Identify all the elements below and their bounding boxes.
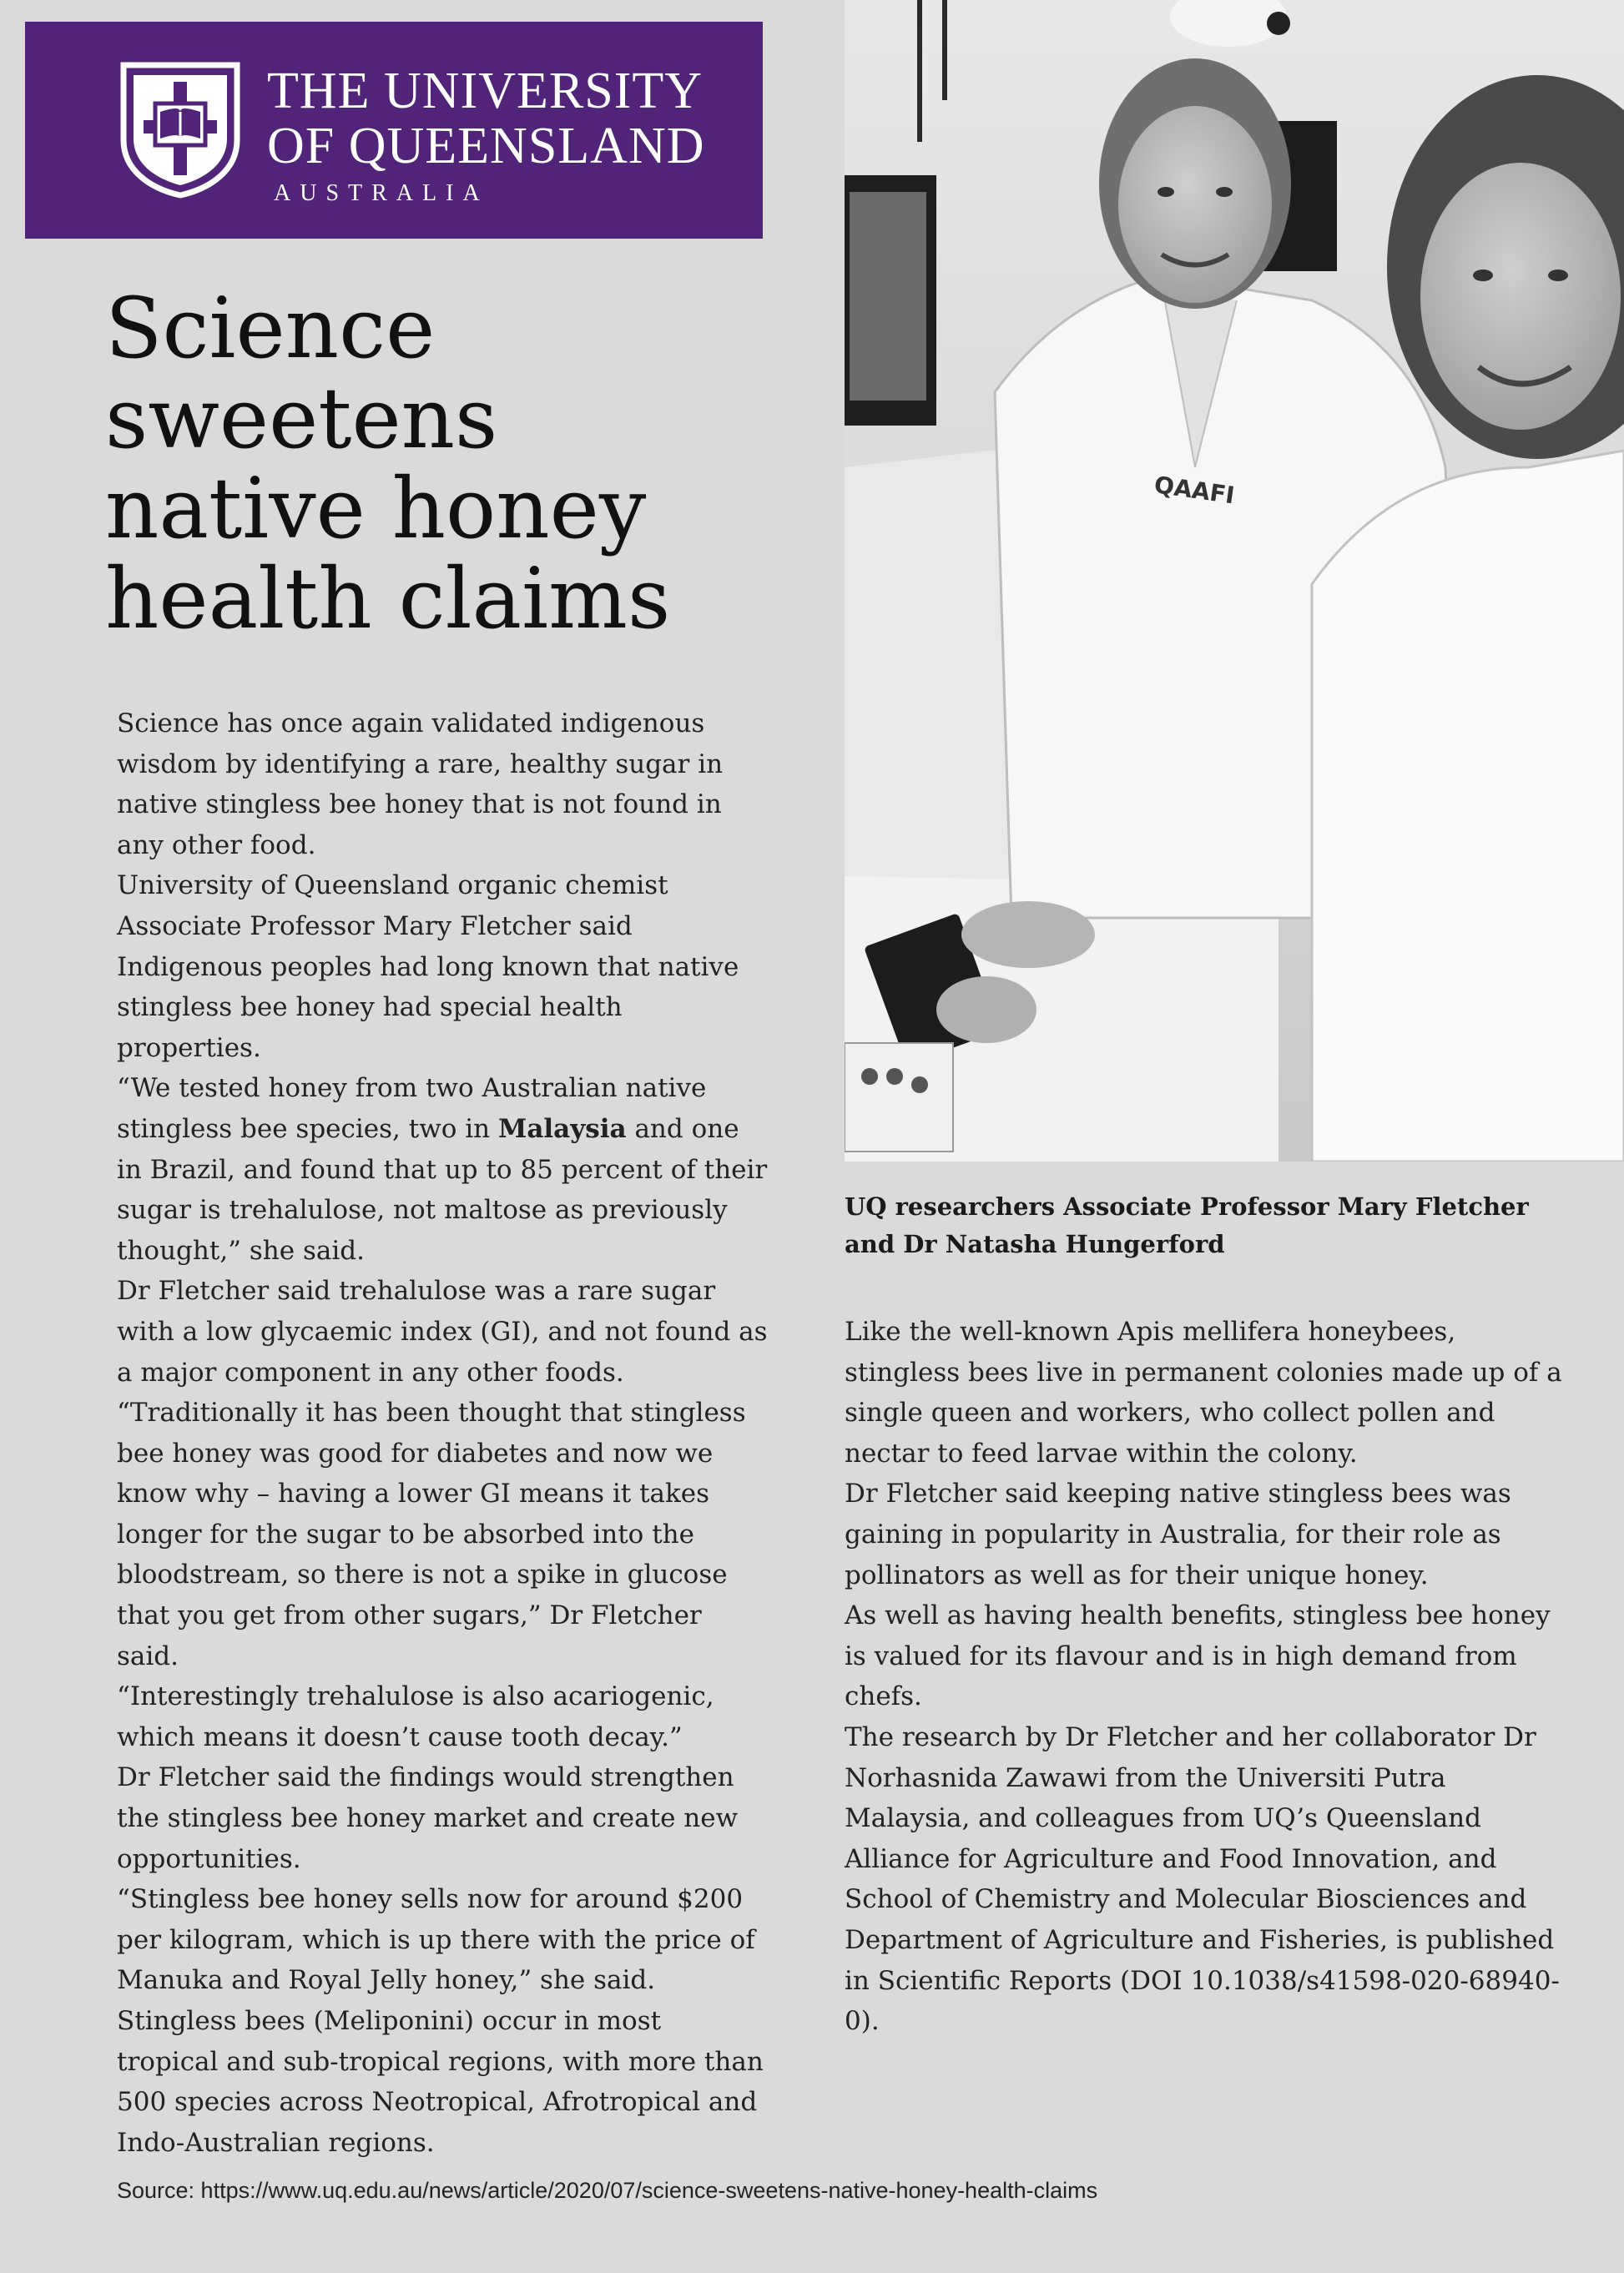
- university-logo: [25, 22, 763, 239]
- paragraph: Stingless bees (Meliponini) occur in most tropical and sub-tropical regions, with more than 500 species across Neotropical, Afrotropical and Indo-Australian regions.: [117, 2006, 764, 2158]
- coat-label: QAAFI: [1152, 471, 1237, 510]
- researchers-photo-illustration: [845, 0, 1624, 1162]
- source-link[interactable]: Source: https://www.uq.edu.au/news/article/2020/07/science-sweetens-native-honey-health-claims: [117, 2178, 1098, 2203]
- paragraph: Dr Fletcher said the findings would strengthen the stingless bee honey market and create new opportunities.: [117, 1762, 739, 1874]
- university-name-line1: THE UNIVERSITY: [267, 63, 703, 119]
- paragraph: “We tested honey from two Australian native stingless bee species, two in Malaysia and one in Brazil, and found that up to 85 percent of their sugar is trehalulose, not maltose as previously thought,” she said.: [117, 1073, 768, 1266]
- university-name-line2: OF QUEENSLAND: [267, 118, 705, 174]
- article-body-right: [845, 1312, 1579, 2042]
- paragraph: Like the well-known Apis mellifera honeybees, stingless bees live in permanent colonies made up of a single queen and workers, who collect pollen and nectar to feed larvae within the colony.: [845, 1317, 1562, 1469]
- paragraph: “Traditionally it has been thought that stingless bee honey was good for diabetes and now we know why – having a lower GI means it takes longer for the sugar to be absorbed into the bloodstream, so there is not a spike in glucose that you get from other sugars,” Dr Fletcher said.: [117, 1398, 746, 1671]
- article-body-left: [117, 703, 768, 2163]
- paragraph: As well as having health benefits, stingless bee honey is valued for its flavour and is in high demand from chefs.: [845, 1600, 1551, 1712]
- paragraph: The research by Dr Fletcher and her collaborator Dr Norhasnida Zawawi from the Universiti Putra Malaysia, and colleagues from UQ’s Queensland Alliance for Agriculture and Food Innovation, and School of Chemistry and Molecular Biosciences and Department of Agriculture and Fisheries, is published in Scientific Reports (DOI 10.1038/s41598-020-68940-0).: [845, 1721, 1560, 2037]
- university-country: AUSTRALIA: [274, 180, 489, 206]
- uq-crest-icon: [119, 60, 242, 199]
- paragraph: “Stingless bee honey sells now for around $200 per kilogram, which is up there with the price of Manuka and Royal Jelly honey,” she said.: [117, 1884, 755, 1996]
- paragraph: “Interestingly trehalulose is also acariogenic, which means it doesn’t cause tooth decay.”: [117, 1681, 714, 1752]
- bold-keyword: Malaysia: [498, 1113, 627, 1144]
- photo-caption: UQ researchers Associate Professor Mary Fletcher and Dr Natasha Hungerford: [845, 1192, 1529, 1258]
- paragraph: Science has once again validated indigenous wisdom by identifying a rare, healthy sugar in native stingless bee honey that is not found in any other food.: [117, 708, 724, 860]
- paragraph: Dr Fletcher said trehalulose was a rare sugar with a low glycaemic index (GI), and not found as a major component in any other foods.: [117, 1276, 768, 1388]
- paragraph: University of Queensland organic chemist Associate Professor Mary Fletcher said Indigenous peoples had long known that native stingless bee honey had special health properties.: [117, 870, 739, 1063]
- article-headline: Science sweetens native honey health claims: [105, 280, 671, 648]
- paragraph: Dr Fletcher said keeping native stingless bees was gaining in popularity in Australia, for their role as pollinators as well as for their unique honey.: [845, 1479, 1511, 1590]
- researchers-photo: [845, 0, 1624, 1162]
